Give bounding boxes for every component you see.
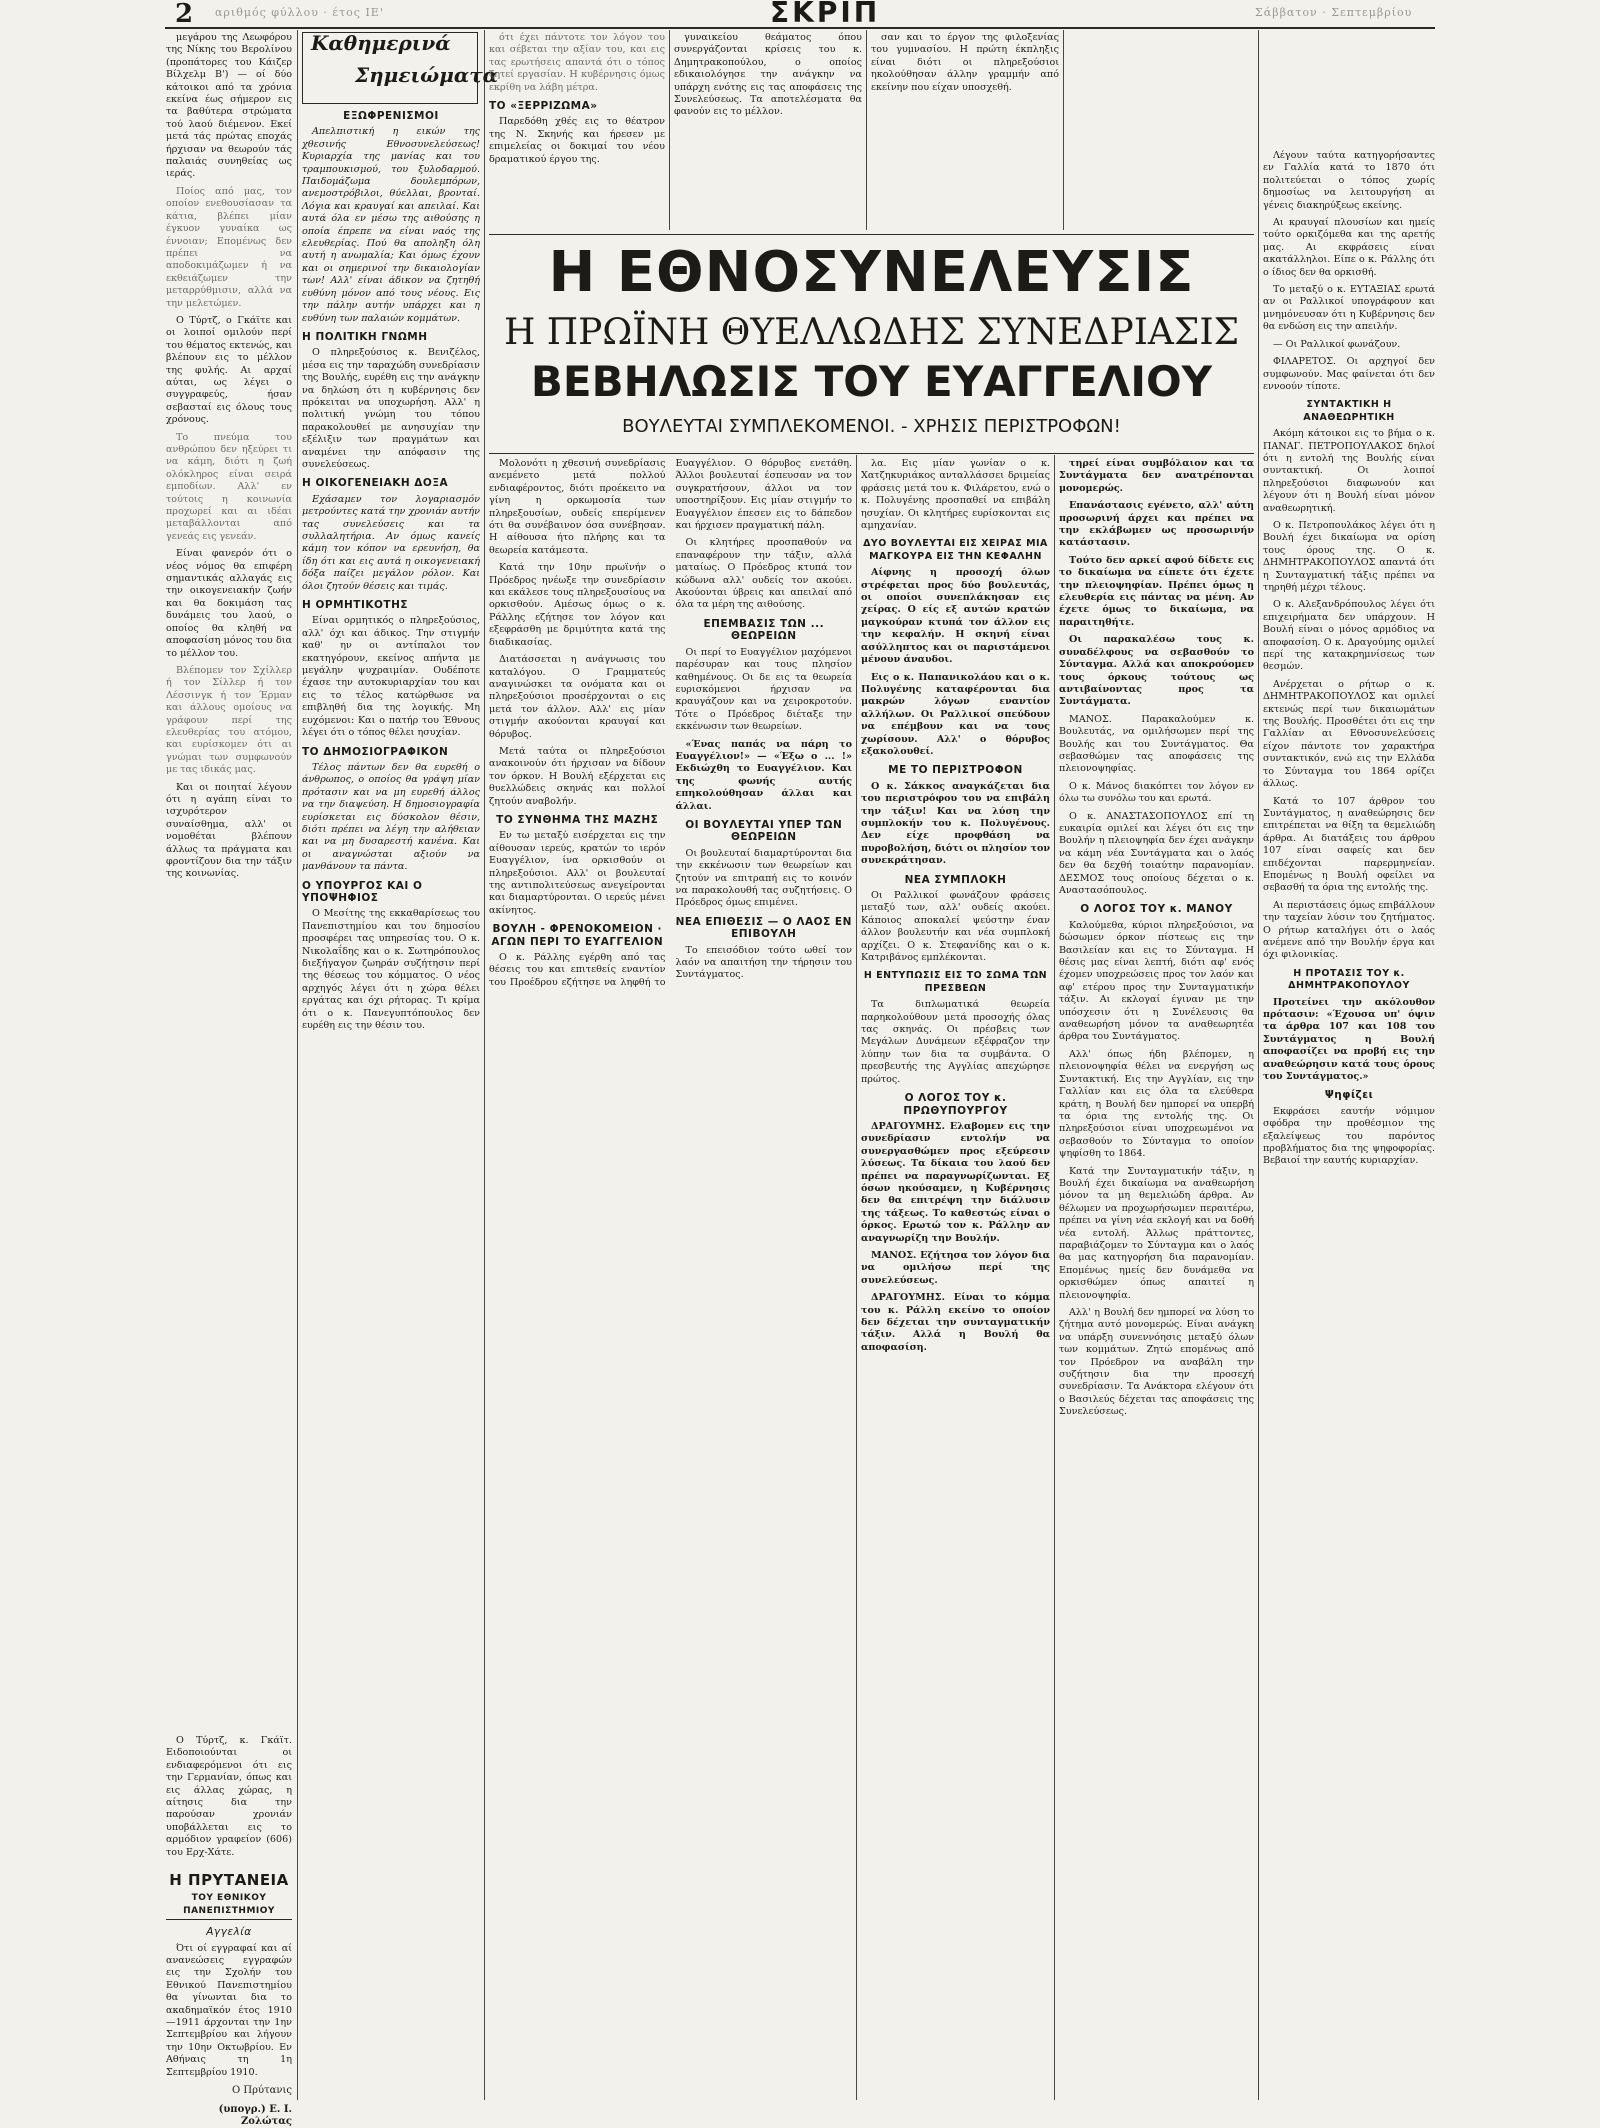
article-subheading: ΣΥΝΤΑΚΤΙΚΗ Η ΑΝΑΘΕΩΡΗΤΙΚΗ (1263, 399, 1435, 424)
section-heading: ΕΞΩΦΡΕΝΙΣΜΟΙ (302, 110, 480, 122)
article-paragraph: Ο κ. Αλεξανδρόπουλος λέγει ότι επιχειρήματα δεν υπάρχουν. Η Βουλή είναι ο μόνος αρμόδιος να αποφασίση. Ο κ. Δραγούμης ομιλεί περί της κατακρημνίσεως των θεσμών. (1263, 599, 1435, 673)
article-paragraph: Οι βουλευταί διαμαρτύρονται δια την εκκένωσιν των θεωρείων και ζητούν να επιτραπή εις το κοινόν να παρακολουθή τας συζητήσεις. Ο Πρόεδρος όμως επιμένει. (676, 848, 853, 910)
column-10-article (1263, 150, 1435, 2098)
section-text: Ο πληρεξούσιος κ. Βενιζέλος, μέσα εις την ταραχώδη συνεδρίασιν της Βουλής, ευρέθη εις την ανάγκην να δηλώση ότι η κυβέρνησις δεν πρόκειται να υποχωρήση. Αλλ' η πολιτική γνώμη του τόπου παρακολουθεί με ανησυχίαν την εξέλιξιν των πραγμάτων και αναμένει την απόφασιν της συνελεύσεως. (302, 347, 480, 471)
column-rule (297, 30, 298, 2100)
article-subheading: ΝΕΑ ΣΥΜΠΛΟΚΗ (861, 874, 1050, 886)
column-rule (484, 30, 485, 2100)
headline-line-2: Η ΠΡΩΪΝΗ ΘΥΕΛΛΩΔΗΣ ΣΥΝΕΔΡΙΑΣΙΣ (489, 313, 1254, 353)
article-paragraph: Οι περί το Ευαγγέλιον μαχόμενοι παρέσυραν και τους πλησίον καθημένους. Οι δε εις τα θεωρεία ευρισκόμενοι ήρχισαν να κραυγάζουν και να χειροκροτούν. Τότε ο Πρόεδρος διέταξε την εκκένωσιν των θεωρείων. (676, 647, 853, 734)
column-5-top (871, 32, 1059, 228)
headline-line-3: ΒΕΒΗΛΩΣΙΣ ΤΟΥ ΕΥΑΓΓΕΛΙΟΥ (489, 359, 1254, 405)
article-paragraph: Οι κλητήρες προσπαθούν να επαναφέρουν την τάξιν, αλλά ματαίως. Ο Πρόεδρος κτυπά τον κώδωνα αλλ' ουδείς τον ακούει. Ακούονται ύβρεις και απειλαί από όλα τα μέρη της αιθούσης. (676, 537, 853, 611)
column-rule (1054, 455, 1055, 2100)
article-subheading: ΒΟΥΛΗ - ΦΡΕΝΟΚΟΜΕΙΟΝ · ΑΓΩΝ ΠΕΡΙ ΤΟ ΕΥΑΓΓΕΛΙΟΝ (489, 923, 666, 948)
column-1-paragraph: Βλέπομεν τον Σχίλλερ ή τον Σίλλερ ή τον Λέσσινγκ ή τον Έρμαν και άλλους ομοίους να γράφουν περί της ελευθερίας του ατόμου, και ευρίσκομεν ότι αι γνώμαι των συμφωνούν με τας ιδικάς μας. (166, 665, 292, 777)
section-heading: Η ΟΡΜΗΤΙΚΟΤΗΣ (302, 599, 480, 611)
article-paragraph: Τούτο δεν αρκεί αφού δίδετε εις το δικαίωμα να είπετε ότι έχετε την πλειοψηφίαν. Πρέπει όμως η ελευθερία εις πάντας να μένη. Αν έχετε όμως το δικαίωμα, να παραιτηθήτε. (1059, 555, 1254, 629)
article-paragraph: Ο κ. Σάκκος αναγκάζεται δια του περιστρόφου του να επιβάλη την τάξιν! Και να λύση την συμπλοκήν του κ. Πολυγένους. Δεν είχε προφθάση να πυροβολήση, διότι οι πλησίον τον συνεκράτησαν. (861, 781, 1050, 868)
column-5-intro: σαν και το έργον της φιλοξενίας του γυμνασίου. Η πρώτη έκπληξις είναι διότι οι πληρεξούσιοι ηκολούθησαν άλλην γραμμήν από εκείνην που είχαν υποσχεθή. (871, 32, 1059, 94)
article-paragraph: Ανέρχεται ο ρήτωρ ο κ. ΔΗΜΗΤΡΑΚΟΠΟΥΛΟΣ και ομιλεί εκτενώς περί των δικαιωμάτων της Βουλής. Προσθέτει ότι εις την Γαλλίαν αι Εθνοσυνελεύσεις είχον πάντοτε τον χαρακτήρα συντακτικόν, ενώ εις την Ελλάδα το Σύνταγμα του 1864 ορίζει άλλως. (1263, 679, 1435, 791)
article-paragraph: Ο κ. Πετροπουλάκος λέγει ότι η Βουλή έχει δικαίωμα να ορίση τους όρους της. Ο κ. ΔΗΜΗΤΡΑΚΟΠΟΥΛΟΣ απαντά ότι η Συνταγματική τάξις πρέπει να τηρηθή μέχρι τέλους. (1263, 520, 1435, 594)
prytaneia-notice (166, 1868, 292, 2100)
article-paragraph: Αλλ' όπως ήδη βλέπομεν, η πλειονοψηφία θέλει να ενεργήση ως Συντακτική. Εις την Αγγλίαν, εις την Γαλλίαν και εις όλα τα ελεύθερα κράτη, η Βουλή δεν ημπορεί να υπερβή τα όρια της εντολής της. Οι πληρεξούσιοι είναι υποχρεωμένοι να σεβασθούν το Σύνταγμα το οποίον ψηφίσθη το 1864. (1059, 1049, 1254, 1161)
article-subheading: Η ΠΡΟΤΑΣΙΣ ΤΟΥ κ. ΔΗΜΗΤΡΑΚΟΠΟΥΛΟΥ (1263, 968, 1435, 993)
headline-line-4: ΒΟΥΛΕΥΤΑΙ ΣΥΜΠΛΕΚΟΜΕΝΟΙ. - ΧΡΗΣΙΣ ΠΕΡΙΣΤΡΟΦΩΝ! (489, 415, 1254, 439)
article-paragraph: Κατά το 107 άρθρον του Συντάγματος, η αναθεώρησις δεν επιτρέπεται να θίξη τα θεμελιώδη άρθρα. Αι διατάξεις του άρθρου 107 είναι σαφείς και δεν επιδέχονται παρερμηνείαν. Επομένως η Βουλή οφείλει να σεβασθή τα όρια της εντολής της. (1263, 796, 1435, 895)
notice-text: Ο Τύρτζ, κ. Γκάϊτ. Ειδοποιούνται οι ενδιαφερόμενοι ότι εις την Γερμανίαν, όπως και εις άλλας χώρας, η αίτησις δια την παρούσαν χρονιάν υποβάλλεται εις το αρμόδιον γραφείον (606) του Ερχ-Χάτε. (166, 1735, 292, 1859)
column-1-notice (166, 1735, 292, 1855)
section-heading: ΤΟ ΔΗΜΟΣΙΟΓΡΑΦΙΚΟΝ (302, 746, 480, 758)
assembly-article-c (1059, 458, 1254, 2098)
article-paragraph: ΔΡΑΓΟΥΜΗΣ. Είναι το κόμμα του κ. Ράλλη εκείνο το οποίον δεν δέχεται την συνταγματικήν τάξιν. Αλλά η Βουλή θα αποφασίση. (861, 1292, 1050, 1354)
article-paragraph: ΜΑΝΟΣ. Εζήτησα τον λόγον δια να ομιλήσω περί της συνελεύσεως. (861, 1250, 1050, 1287)
article-subheading: Ψηφίζει (1263, 1089, 1435, 1101)
page-number: 2 (175, 2, 193, 26)
article-paragraph: ΔΡΑΓΟΥΜΗΣ. Ελαβομεν εις την συνεδρίασιν εντολήν να συνεργασθώμεν προς εξεύρεσιν λύσεως. Τα δίκαια του λαού δεν πρέπει να παραγνωρίζωνται. Εξ όσων ηκούσαμεν, η Κυβέρνησις δεν θα επιτρέψη την διάλυσιν της τάξεως. Το καθεστώς είναι ο όρκος. Ερωτώ τον κ. Ράλλην αν αναγνωρίζη την Βουλήν. (861, 1121, 1050, 1245)
article-subheading: Ο ΛΟΓΟΣ ΤΟΥ κ. ΜΑΝΟΥ (1059, 903, 1254, 915)
article-paragraph: Αίφνης η προσοχή όλων στρέφεται προς δύο βουλευτάς, οι οποίοι συνεπλάκησαν εις χείρας. Ο είς εξ αυτών κρατών μαγκούραν κτυπά τον άλλον εις την κεφαλήν. Η σκηνή είναι ασύλληπτος και οι παριστάμενοι μένουν άναυδοι. (861, 567, 1050, 666)
article-paragraph: Προτείνει την ακόλουθον πρότασιν: «Έχουσα υπ' όψιν τα άρθρα 107 και 108 του Συντάγματος η Βουλή αποφασίζει να προβή εις την αναθεώρησιν κατά τους όρους του Συντάγματος.» (1263, 997, 1435, 1084)
article-paragraph: ΜΑΝΟΣ. Παρακαλούμεν κ. Βουλευτάς, να ομιλήσωμεν περί της Βουλής και του Συντάγματος. Θα σεβασθώμεν τας αποφάσεις της πλειονοψηφίας. (1059, 714, 1254, 776)
paper-name: ΣΚΡΙΠ (770, 0, 880, 26)
article-paragraph: Λέγουν ταύτα κατηγορήσαντες εν Γαλλία κατά το 1870 ότι πολιτεύεται ο τόπος χωρίς δημοσίως να λειτουργήση αι γένεις διακηρύξεως εκείνης. (1263, 150, 1435, 212)
column-1-paragraph: Ποίος από μας, τον οποίον ενεθουσίασαν τα κάτια, βλέπει μίαν έγκυον γυναίκα ως έννοιαν; Επομένως δεν πρέπει να αποδοκιμάζωμεν ή να εκθειάζωμεν την μεταρρύθμισιν, αλλά να την μελετώμεν. (166, 186, 292, 310)
article-paragraph: Ο κ. ΑΝΑΣΤΑΣΟΠΟΥΛΟΣ επί τη ευκαιρία ομιλεί και λέγει ότι εις την Βουλήν η πλειοψηφία δεν έχει ανάγκην να κάμη νέα Συντάγματα και ο λαός δεν θα δεχθή τοιαύτην παρανομίαν. ΔΕΣΜΟΣ τους οποίους δέχεται ο κ. Αναστασόπουλος. (1059, 811, 1254, 898)
masthead-faint-left: αριθμός φύλλου · έτος ΙΕ' (215, 6, 384, 19)
column-rule (1258, 30, 1259, 2100)
article-paragraph: Καλούμεθα, κύριοι πληρεξούσιοι, να δώσωμεν όρκον πίστεως εις την Βασιλείαν και εις το Σύνταγμα. Η θέσις μας είναι λεπτή, διότι αφ' ενός έχομεν υποχρεώσεις προς τον λαόν και αφ' ετέρου προς την Συνταγματικήν τάξιν. Αι εκλογαί έγιναν με την υπόσχεσιν ότι η Συνέλευσις θα αναθεωρήση μόνον τα αναθεωρητέα άρθρα του Συντάγματος. (1059, 920, 1254, 1044)
article-quote: «Ένας παπάς να πάρη το Ευαγγέλιον!» — «Έξω ο ... !» Εκδιώχθη το Ευαγγέλιον. Και της φωνής αυτής επηκολούθησαν άλλαι και άλλαι. (676, 739, 853, 813)
section-text: Είναι ορμητικός ο πληρεξούσιος, αλλ' όχι και άδικος. Την στιγμήν καθ' ην οι αντίπαλοι τον εκατηγόρουν, εκείνος απήντα με μεγάλην ψυχραιμίαν. Ουδέποτε έχασε την αυτοκυριαρχίαν του και εις το τέλος κατώρθωσε να επιβληθή δια της λογικής. Μη ευχόμενοι: Και ο πατήρ του Έθνους λέγει ότι ο τόπος θέλει ησυχίαν. (302, 615, 480, 739)
article-paragraph: Μολονότι η χθεσινή συνεδρίασις ανεμένετο μετά πολλού ενδιαφέροντος, διότι προέκειτο να γίνη η ορκωμοσία των πληρεξουσίων, ουδείς επερίμενεν ότι θα συνέβαινον όσα συνέβησαν. Η αίθουσα ήτο πλήρης και τα θεωρεία κατάμεστα. (489, 458, 666, 557)
article-paragraph: Οι Ραλλικοί φωνάζουν φράσεις μεταξύ των, αλλ' ουδείς ακούει. Κάποιος αποκαλεί ψεύστην έναν άλλον βουλευτήν και νέα συμπλοκή αρχίζει. Ο κ. Στεφανίδης και ο κ. Κατριβάνος εμπλέκονται. (861, 890, 1050, 964)
column-3-intro: ότι έχει πάντοτε τον λόγον του και σέβεται την αξίαν του, και εις τας ερωτήσεις απαντά ότι ο τόπος ζητεί εργασίαν. Η κυβέρνησις όμως εκρίθη να λάβη μέτρα. (489, 32, 665, 94)
section-heading: Η ΟΙΚΟΓΕΝΕΙΑΚΗ ΔΟΞΑ (302, 477, 480, 489)
article-paragraph: Εις ο κ. Παπανικολάου και ο κ. Πολυγένης καταφέρονται δια μακρών λόγων εναντίον αλλήλων. Οι Ραλλικοί σπεύδουν να επέμβουν και να τους χωρίσουν. Αλλ' ο θόρυβος εξακολουθεί. (861, 672, 1050, 759)
main-headline: Η ΕΘΝΟΣΥΝΕΛΕΥΣΙΣ (489, 243, 1254, 303)
article-paragraph: Εκφράσει εαυτήν νόμιμον σφόδρα την προθέσμιον της εξαλείψεως του παρόντος προβλήματος δια της ψηφοφορίας. Βεβαιοί την εαυτής κυριαρχίαν. (1263, 1106, 1435, 1168)
article-paragraph: — Οι Ραλλικοί φωνάζουν. (1263, 339, 1435, 351)
column-rule (866, 30, 867, 230)
section-text: Τέλος πάντων δεν θα ευρεθή ο άνθρωπος, ο οποίος θα γράψη μίαν πρότασιν και να μη ευρεθή άλλος να την διαψεύση. Η δημοσιογραφία ευρίσκεται εις δύσκολον θέσιν, διότι πρέπει να λέγη την αλήθειαν και να μη δυσαρεστή κανένα. Και οι αναγνώσται αξιούν να μανθάνουν τα πάντα. (302, 762, 480, 874)
article-paragraph: τηρεί είναι συμβόλαιον και τα Συντάγματα δεν ανατρέπονται μονομερώς. (1059, 458, 1254, 495)
main-headline-block (489, 234, 1254, 454)
article-paragraph: Κατά την 10ην πρωϊνήν ο Πρόεδρος ηνέωξε την συνεδρίασιν και εκάλεσε τους πληρεξουσίους να ορκισθούν. Αμέσως όμως ο κ. Ράλλης εζήτησε τον λόγον και εξεφράσθη με δριμύτητα κατά της διαδικασίας. (489, 562, 666, 649)
article-paragraph: Εν τω μεταξύ εισέρχεται εις την αίθουσαν ιερεύς, κρατών το ιερόν Ευαγγέλιον, ίνα ορκισθούν οι πληρεξούσιοι. Αλλ' οι βουλευταί της αντιπολιτεύσεως ανεγείρονται και διαμαρτύρονται. Ο ιερεύς μένει ακίνητος. (489, 830, 666, 917)
kathemerina-subtitle: Σημειώματα (355, 69, 498, 81)
kathemerina-column (302, 32, 480, 2097)
kathemerina-title: Καθημερινά (311, 37, 451, 49)
article-subheading: Η ΕΝΤΥΠΩΣΙΣ ΕΙΣ ΤΟ ΣΩΜΑ ΤΩΝ ΠΡΕΣΒΕΩΝ (861, 970, 1050, 995)
column-4-top (674, 32, 862, 228)
article-paragraph: Διατάσσεται η ανάγνωσις του καταλόγου. Ο Γραμματεύς αναγινώσκει τα ονόματα και οι πληρεξούσιοι προσέρχονται ο εις μετά τον άλλον. Αλλ' εις μίαν στιγμήν ακούονται κραυγαί και θόρυβος. (489, 654, 666, 741)
assembly-article-b (861, 458, 1050, 2098)
article-subheading: ΝΕΑ ΕΠΙΘΕΣΙΣ — Ο ΛΑΟΣ ΕΝ ΕΠΙΒΟΥΛΗ (676, 916, 853, 941)
column-1-paragraph: μεγάρου της Λεωφόρου της Νίκης του Βερολίνου (προπάτορες του Κάιζερ Βίλχελμ Β') — οί δύο κάτοικοι από τα χρόνια εκείνα έως σήμερον εις τα βαθύτερα στρώματα τού λαού διέμενον. Εκεί μετά τάς πρώτας εποχάς ήρχισαν να θεωρούν τάς παλαιάς συνηθείας ως ιεράς. (166, 32, 292, 181)
article-paragraph: Κατά την Συνταγματικήν τάξιν, η Βουλή έχει δικαίωμα να αναθεωρήση μόνον τα μη θεμελιώδη άρθρα. Αν θέλωμεν να προχωρήσωμεν περαιτέρω, πρέπει να γίνη νέα εκλογή και να δοθή νέα εντολή. Άλλως πράττοντες, παραβιάζομεν το Σύνταγμα και ο λαός θα μας κατηγορήση δια παρανομίαν. Επομένως ημείς δεν δυνάμεθα να ορκισθώμεν όπως απαιτεί η πλειονοψηφία. (1059, 1166, 1254, 1302)
prytaneia-subtitle: ΤΟΥ ΕΘΝΙΚΟΥ ΠΑΝΕΠΙΣΤΗΜΙΟΥ (166, 1892, 292, 1920)
prytaneia-signature: (υπογρ.) Ε. Ι. Ζολώτας (166, 2104, 292, 2128)
article-subheading: ΟΙ ΒΟΥΛΕΥΤΑΙ ΥΠΕΡ ΤΩΝ ΘΕΩΡΕΙΩΝ (676, 819, 853, 844)
article-paragraph: Αλλ' η Βουλή δεν ημπορεί να λύση το ζήτημα αυτό μονομερώς. Είναι ανάγκη να υπάρξη συνεννόησις μεταξύ όλων των κομμάτων. Ζητώ επομένως από τον Πρόεδρον να αναβάλη την συζήτησιν δια την προσεχή συνεδρίασιν. Τα Ανάκτορα ελέγουν ότι ο Βασιλεύς δέχεται τας αποφάσεις της Συνελεύσεως. (1059, 1307, 1254, 1419)
column-rule (856, 455, 857, 2100)
article-subheading: ΔΥΟ ΒΟΥΛΕΥΤΑΙ ΕΙΣ ΧΕΙΡΑΣ ΜΙΑ ΜΑΓΚΟΥΡΑ ΕΙΣ ΤΗΝ ΚΕΦΑΛΗΝ (861, 538, 1050, 563)
section-text: Εχάσαμεν τον λογαριασμόν μετρούντες κατά την χρονιάν αυτήν τας συνελεύσεις και τα συλλαλητήρια. Αν όμως κανείς κάμη τον κόπον να ερευνήση, θα ίδη ότι και εις αυτά η οικογενειακή δόξα παίζει μεγάλον ρόλον. Και όλοι ζητούν θέσεις και τιμάς. (302, 494, 480, 593)
article-paragraph: Οι παρακαλέσω τους κ. συναδέλφους να σεβασθούν το Σύνταγμα. Αλλά και αποκρούομεν τους όρκους τούτους ως αντιβαίνοντας προς τα Συντάγματα. (1059, 634, 1254, 708)
article-paragraph: Το μεταξύ ο κ. ΕΥΤΑΞΙΑΣ ερωτά αν οι Ραλλικοί υπογράφουν και μνημόνευσαν ότι η Κυβέρνησις δεν θα ενδώση εις την απειλήν. (1263, 284, 1435, 334)
article-paragraph: Αι κραυγαί πλουσίων και ημείς τούτο ορκιζόμεθα και της αρετής μας. Αι εκφράσεις είναι ακατάλληλοι. Είπε ο κ. Ράλλης ότι ο ίδιος δεν θα ορκισθή. (1263, 217, 1435, 279)
article-subheading: ΜΕ ΤΟ ΠΕΡΙΣΤΡΟΦΟΝ (861, 764, 1050, 776)
article-paragraph: Επανάστασις εγένετο, αλλ' αύτη προσωρινή άρχει και πρέπει να την εκλάβωμεν ως προσωρινήν κατάστασιν. (1059, 500, 1254, 550)
section-heading: Η ΠΟΛΙΤΙΚΗ ΓΝΩΜΗ (302, 331, 480, 343)
article-paragraph: ΦΙΛΑΡΕΤΟΣ. Οι αρχηγοί δεν συμφωνούν. Μας φαίνεται ότι δεν εννοούν τίποτε. (1263, 356, 1435, 393)
section-heading: Ο ΥΠΟΥΡΓΟΣ ΚΑΙ Ο ΥΠΟΨΗΦΙΟΣ (302, 880, 480, 905)
section-text: Απελπιστική η εικών της χθεσινής Εθνοσυνελεύσεως! Κυριαρχία της μανίας και του τραμπουκισμού, του ξυλοδαρμού. Παιδομάζωμα δουλεμπόρων, ανεμοστρόβιλοι, θύελλαι, βρονταί. Λόγια και κραυγαί και απειλαί. Και αυτά όλα εν μέσω της αιθούσης η οποία έπρεπε να είναι ναός της ελευθερίας. Πού θα αποληξη όλη αυτή η ανωμαλία; Και όμως έχουν και οι σημερινοί την δικαιολογίαν των! Αλλ' είναι άδικον να ζητηθή ευθύνη μόνον από τους νέους. Εις την πάλην αυτήν υπάρχει και η ευθύνη των παλαιών κομμάτων. (302, 126, 480, 325)
assembly-article-a (489, 458, 852, 2098)
article-subheading: Ο ΛΟΓΟΣ ΤΟΥ κ. ΠΡΩΘΥΠΟΥΡΓΟΥ (861, 1092, 1050, 1117)
article-paragraph: Ο κ. Μάνος διακόπτει τον λόγον εν όλω τω συνόλω του και ερωτά. (1059, 781, 1254, 806)
article-subheading: ΕΠΕΜΒΑΣΙΣ ΤΩΝ ... ΘΕΩΡΕΙΩΝ (676, 618, 853, 643)
article-paragraph: Μετά ταύτα οι πληρεξούσιοι ανακοινούν ότι ήρχισαν να δίδουν τον όρκον. Η Βουλή εξέρχεται εις θυελλώδεις σκηνάς και πολλοί ζητούν αναβολήν. (489, 746, 666, 808)
masthead-faint-right: Σάββατον · Σεπτεμβρίου (1255, 6, 1412, 19)
article-paragraph: Ο κ. Ράλλης εγέρθη από τας θέσεις του και επιτεθείς εναντίον του Προέδρου εζήτησε να ληφθή το Ευαγγέλιον. Ο θόρυβος ενετάθη. Άλλοι βουλευταί έσπευσαν να τον συγκρατήσουν, άλλοι να τον υποστηρίξουν. Εις μίαν στιγμήν το Ευαγγέλιον έπεσεν εις το δάπεδον και ήρχισεν πραγματική πάλη. (489, 458, 852, 989)
column-rule (669, 30, 670, 230)
column-3-top (489, 32, 665, 228)
kathemerina-title-box (302, 32, 478, 104)
masthead-rule (165, 27, 1435, 29)
column-4-intro: γυναικείου θεάματος όπου συνεργάζονται κρίσεις του κ. Δημητρακοπούλου, ο οποίος εδικαιολόγησε την ανάγκην να υπάρχη ενότης εις τας αποφάσεις της Συνελεύσεως. Τα αποτελέσματα θα φανούν εις το μέλλον. (674, 32, 862, 119)
article-paragraph: Αι περιστάσεις όμως επιβάλλουν την ταχείαν λύσιν του ζητήματος. Ο ρήτωρ καταλήγει ότι ο λαός ανέμενε από την Βουλήν έργα και όχι φιλονικίας. (1263, 900, 1435, 962)
column-3-text: Παρεδόθη χθές εις το θέατρον της Ν. Σκηνής και ήρεσεν με επιμελείας οι δοκιμαί του νέου δραματικού έργου της. (489, 116, 665, 166)
prytaneia-title: Η ΠΡΥΤΑΝΕΙΑ (166, 1874, 292, 1886)
article-paragraph: Ακόμη κάτοικοι εις το βήμα ο κ. ΠΑΝΑΓ. ΠΕΤΡΟΠΟΥΛΑΚΟΣ δηλοί ότι η εντολή της Βουλής είναι συντακτική. Οι λοιποί πληρεξούσιοι διαφωνούν και λέγουν ότι η Βουλή είναι μόνον αναθεωρητική. (1263, 428, 1435, 515)
section-text: Ο Μεσίτης της εκκαθαρίσεως του Πανεπιστημίου και του δημοσίου προσφέρει τας υπηρεσίας του. Ο κ. Νικολαΐδης και ο κ. Σωτηρόπουλος διεξήγαγον ζωηράν συζήτησιν περί της θέσεως του κόμματος. Ο νέος αρχηγός λέγει ότι η χώρα θέλει εργάτας και όχι ρήτορας. Τι κρίμα ότι ο κ. Πανεγυπτόπουλος δεν ευρέθη εις την θέσιν του. (302, 908, 480, 1032)
article-paragraph: Το επεισόδιον τούτο ωθεί τον λαόν να απαιτήση την τήρησιν του Συντάγματος. (676, 945, 853, 982)
column-1-paragraph: Το πνεύμα του ανθρώπου δεν ηξεύρει τι να κάμη, διότι η ζωή ολόκληρος είναι σειρά εμποδίων. Αλλ' εν τούτοις η κοινωνία προχωρεί και αι ιδέαι μεταβάλλονται από γενεάς εις γενεάν. (166, 432, 292, 544)
column-1-paragraph: Ο Τύρτζ, ο Γκάϊτε και οι λοιποί ομιλούν περί του θέματος εκτενώς, και βλέπουν εις το μέλλον της φυλής. Αι αρχαί αύται, ως λέγει ο συγγραφεύς, ήσαν σεβασταί εις όλους τους χρόνους. (166, 315, 292, 427)
prytaneia-role: Ο Πρύτανις (166, 2085, 292, 2097)
prytaneia-text: Ότι οί εγγραφαί και αί ανανεώσεις εγγραφών εις την Σχολήν του Εθνικού Πανεπιστημίου θα γίνωνται δια το ακαδημαϊκόν έτος 1910—1911 άρχονται την 1ην Σεπτεμβρίου και λήγουν την 10ην Οκτωβρίου. Εν Αθήναις τη 1η Σεπτεμβρίου 1910. (166, 1943, 292, 2079)
masthead (0, 0, 1600, 26)
prytaneia-label: Αγγελία (166, 1926, 292, 1938)
column-1-article (166, 32, 292, 1722)
article-subheading: ΤΟ ΣΥΝΘΗΜΑ ΤΗΣ ΜΑΖΗΣ (489, 814, 666, 826)
column-3-heading: ΤΟ «ΞΕΡΡΙΖΩΜΑ» (489, 100, 665, 112)
column-1-paragraph: Είναι φανερόν ότι ο νέος νόμος θα επιφέρη σημαντικάς αλλαγάς εις την οικογενειακήν ζωήν και θα δοκιμάση τας δυνάμεις του λαού, ο οποίος θα κληθή να αποφασίση μόνος του δια το μέλλον του. (166, 548, 292, 660)
column-1-paragraph: Και οι ποιηταί λέγουν ότι η αγάπη είναι το ισχυρότερον συναίσθημα, αλλ' οι νομοθέται βλέπουν άλλως τα πράγματα και φροντίζουν δια την τάξιν της κοινωνίας. (166, 782, 292, 881)
article-paragraph: Τα διπλωματικά θεωρεία παρηκολούθουν μετά προσοχής όλας τας σκηνάς. Οι πρέσβεις των Μεγάλων Δυνάμεων εξέφραζον την λύπην των δια τα συμβάντα. Ο πρεσβευτής της Αγγλίας απεχώρησε πρώτος. (861, 999, 1050, 1086)
article-paragraph: λα. Εις μίαν γωνίαν ο κ. Χατζηκυριάκος ανταλλάσσει δριμείας φράσεις μετά του κ. Φιλάρετου, ενώ ο κ. Πολυγένης προσπαθεί να επιβάλη ησυχίαν. Οι κλητήρες ευρίσκονται εις αμηχανίαν. (861, 458, 1050, 532)
column-rule (1063, 30, 1064, 230)
